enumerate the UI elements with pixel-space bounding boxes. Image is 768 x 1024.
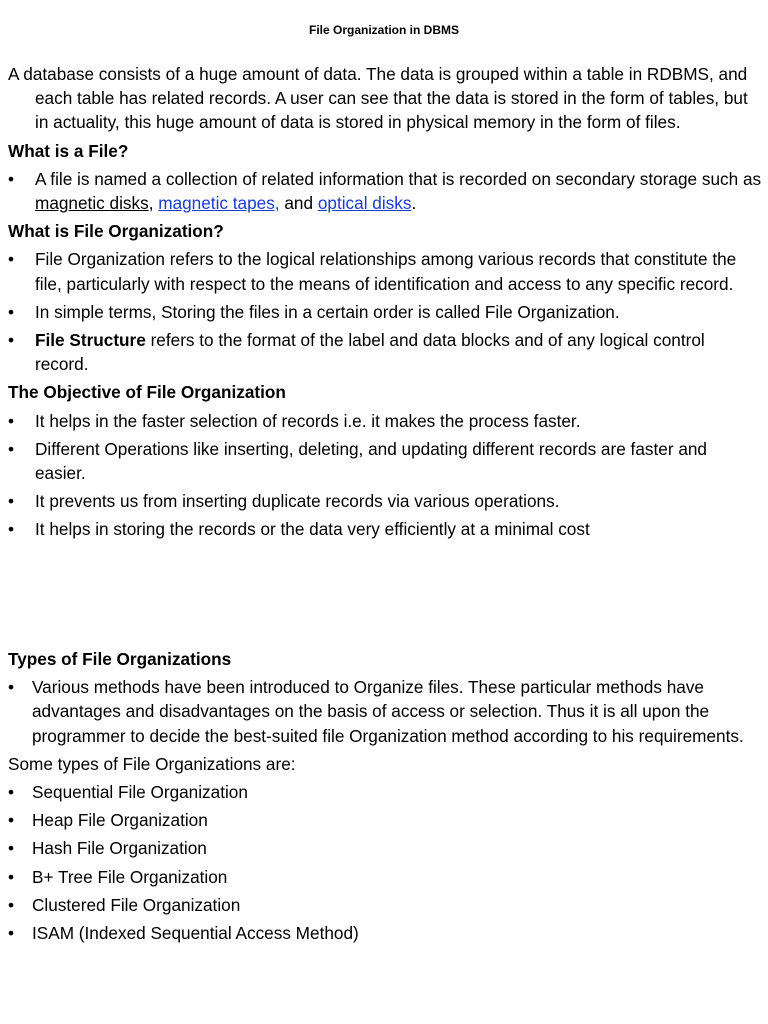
what-is-file-list	[8, 167, 762, 215]
types-heading: Types of File Organizations	[8, 649, 232, 669]
bullet-icon: •	[8, 519, 15, 540]
type-name: Sequential File Organization	[32, 782, 248, 803]
org-bullet-text: In simple terms, Storing the files in a certain order is called File Organization.	[35, 301, 620, 322]
types-list	[8, 780, 762, 945]
type-name: Clustered File Organization	[32, 894, 241, 915]
bullet-icon: •	[8, 894, 15, 915]
objective-text: It helps in the faster selection of records i.e. it makes the process faster.	[35, 410, 581, 431]
what-is-file-heading: What is a File?	[8, 140, 129, 161]
file-structure-term: File Structure	[35, 330, 146, 351]
list-item	[8, 489, 762, 513]
types-intro-list	[8, 675, 762, 748]
type-name: B+ Tree File Organization	[32, 866, 228, 887]
magnetic-tapes-link[interactable]: magnetic tapes,	[158, 193, 280, 214]
separator: and	[279, 193, 318, 214]
file-def-prefix: A file is named a collection of related information that is recorded on secondary storage such as	[35, 168, 762, 189]
objective-text: It prevents us from inserting duplicate records via various operations.	[35, 491, 560, 512]
list-item	[8, 328, 762, 376]
objective-heading: The Objective of File Organization	[8, 382, 286, 403]
page-title: File Organization in DBMS	[308, 23, 459, 37]
bullet-icon: •	[8, 438, 15, 459]
list-item	[8, 836, 762, 860]
type-name: ISAM (Indexed Sequential Access Method)	[32, 923, 359, 944]
type-name: Hash File Organization	[32, 838, 207, 859]
objective-text: Different Operations like inserting, deleting, and updating different records are faster and easier.	[35, 438, 707, 484]
what-is-org-list	[8, 247, 762, 376]
bullet-icon: •	[8, 168, 15, 189]
list-item	[8, 517, 762, 541]
bullet-icon: •	[8, 782, 15, 803]
list-item	[8, 409, 762, 433]
list-item	[8, 437, 762, 485]
type-name: Heap File Organization	[32, 810, 208, 831]
list-item	[8, 808, 762, 832]
list-item	[8, 780, 762, 804]
some-types-label: Some types of File Organizations are:	[8, 753, 296, 774]
list-item	[8, 300, 762, 324]
objective-text: It helps in storing the records or the data very efficiently at a minimal cost	[35, 519, 590, 540]
types-intro-text: Various methods have been introduced to Organize files. These particular methods have advantages and disadvantages on the basis of access or selection. Thus it is all upon the programmer to decide the best-suited file Organization method according to his requirements.	[32, 677, 744, 746]
bullet-icon: •	[8, 866, 15, 887]
list-item	[8, 675, 762, 748]
magnetic-disks-term: magnetic disks	[35, 193, 149, 214]
org-bullet-text: File Organization refers to the logical relationships among various records that constitute the file, particularly with respect to the means of identification and access to any specific record.	[35, 249, 737, 294]
intro-paragraph: A database consists of a huge amount of data. The data is grouped within a table in RDBMS, and each table has related records. A user can see that the data is stored in the form of tables, but in actuality, this huge amount of data is stored in physical memory in the form of files.	[8, 64, 748, 133]
list-item	[8, 167, 762, 215]
file-def-suffix: .	[411, 193, 417, 214]
list-item	[8, 921, 762, 945]
list-item	[8, 893, 762, 917]
bullet-icon: •	[8, 677, 15, 698]
objective-list	[8, 409, 762, 542]
bullet-icon: •	[8, 810, 15, 831]
bullet-icon: •	[8, 330, 15, 351]
what-is-org-heading: What is File Organization?	[8, 221, 224, 242]
bullet-icon: •	[8, 491, 15, 512]
org-bullet-text: refers to the format of the label and data blocks and of any logical control record.	[35, 330, 705, 375]
bullet-icon: •	[8, 410, 15, 431]
bullet-icon: •	[8, 923, 15, 944]
slide-1-content	[8, 62, 762, 546]
slide-2-content	[8, 647, 762, 949]
bullet-icon: •	[8, 249, 15, 270]
bullet-icon: •	[8, 301, 15, 322]
separator: ,	[148, 193, 159, 214]
list-item	[8, 247, 762, 295]
optical-disks-link[interactable]: optical disks	[317, 193, 412, 214]
bullet-icon: •	[8, 838, 15, 859]
list-item	[8, 865, 762, 889]
slide-2	[0, 640, 768, 1024]
